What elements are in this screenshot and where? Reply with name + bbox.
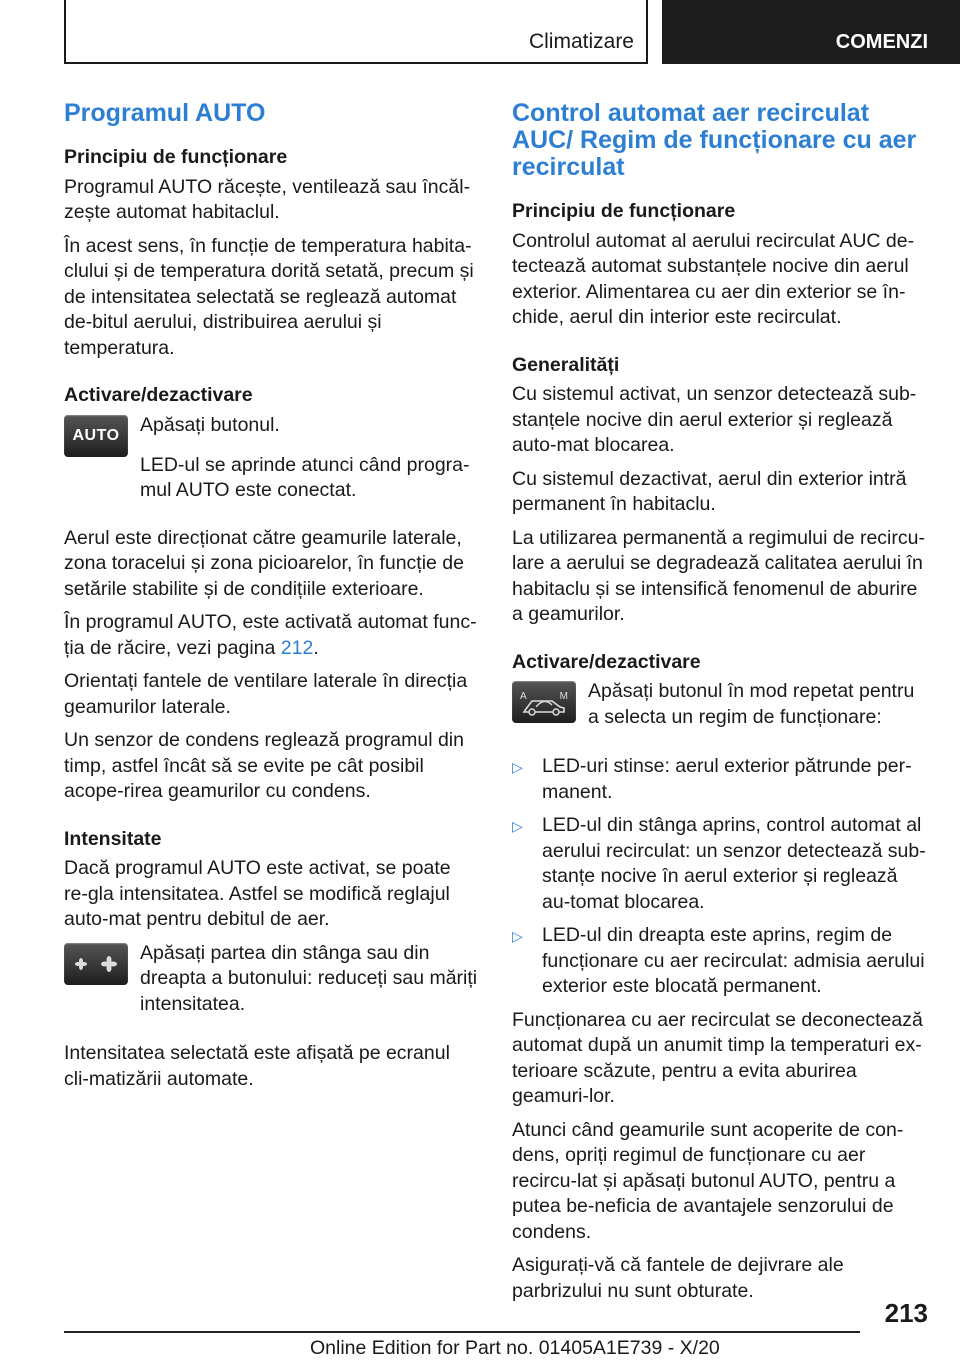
subheading-activation: Activare/dezactivare <box>512 650 701 673</box>
list-item: ▷ LED-ul din stânga aprins, control automat al aerului recirculat: un senzor detectează sub-stanțe nocive în aerul exterior și reglează au-tomat blocarea. <box>512 814 926 913</box>
header-title-box <box>64 0 648 64</box>
paragraph: Cu sistemul dezactivat, aerul din exterior intră permanent în habitaclu. <box>512 467 907 515</box>
page-reference-link[interactable]: 212 <box>280 636 314 659</box>
right-column <box>512 100 926 1312</box>
header-section-box <box>662 0 960 64</box>
subheading-principle: Principiu de funcționare <box>512 200 736 222</box>
auto-instruction-text <box>140 413 280 447</box>
paragraph: LED-ul se aprinde atunci când progra-mul AUTO este conectat. <box>140 453 470 501</box>
subheading-intensity: Intensitate <box>64 827 162 850</box>
paragraph: La utilizarea permanentă a regimului de recircu-lare a aerului se degradează calitatea aerului în habitaclu și se intensifică fenomenul de aburire a geamurilor. <box>512 526 925 625</box>
auto-instruction <box>64 413 478 457</box>
chapter-title: Climatizare <box>528 30 634 53</box>
paragraph: În acest sens, în funcție de temperatura habita-clului și de temperatura dorită setată, precum și de intensitatea selectată se reglează automat de-bitul aerului, distribuirea aerului și temperatura. <box>64 234 474 359</box>
page-number: 213 <box>884 1298 928 1328</box>
car-recirculation-icon <box>512 681 576 723</box>
led-label-left: A <box>520 691 527 702</box>
paragraph: Atunci când geamurile sunt acoperite de con-dens, opriți regimul de funcționare cu aer recircu-lat și apăsați butonul AUTO, pentru a putea be-neficia de avantajele senzorului de condens. <box>512 1118 904 1243</box>
paragraph: Intensitatea selectată este afișată pe ecranul cli-matizării automate. <box>64 1042 450 1090</box>
paragraph: Funcționarea cu aer recirculat se deconectează automat după un anumit timp la temperaturi ex-terioare scăzute, pentru a evita aburirea geamuri-lor. <box>512 1008 923 1107</box>
triangle-bullet-icon: ▷ <box>512 759 523 775</box>
list-item: ▷ LED-ul din dreapta este aprins, regim de funcționare cu aer recirculat: admisia aerului exterior este blocată permanent. <box>512 924 925 997</box>
auto-button-icon <box>64 415 128 457</box>
triangle-bullet-icon: ▷ <box>512 818 523 834</box>
recirculation-button-icon <box>512 681 576 723</box>
paragraph: Dacă programul AUTO este activat, se poate re-gla intensitatea. Astfel se modifică reglajul auto-mat pentru debitul de aer. <box>64 857 451 930</box>
heading-auc: Control automat aer recirculat AUC/ Regim de funcționare cu aer recirculat <box>512 99 917 181</box>
paragraph: Apăsați partea din stânga sau din dreapta a butonului: reduceți sau măriți intensitatea. <box>140 941 478 1015</box>
paragraph: Un senzor de condens reglează programul din timp, astfel încât să se evite pe cât posibil acope-rirea geamurilor cu condens. <box>64 729 464 802</box>
led-label-right: M <box>559 691 568 702</box>
heading-auto-program: Programul AUTO <box>64 99 266 127</box>
paragraph: Aerul este direcționat către geamurile laterale, zona toracelui și zona picioarelor, în funcție de setările stabilite și de condițiile exterioare. <box>64 526 464 600</box>
fan-small-icon <box>74 957 88 971</box>
intensity-instruction <box>64 941 478 1026</box>
recirculation-instruction <box>512 679 926 738</box>
footer-text: Online Edition for Part no. 01405A1E739 - X/20 <box>310 1337 720 1359</box>
left-column <box>64 100 478 1100</box>
paragraph: Orientați fantele de ventilare laterale în direcția geamurilor laterale. <box>64 670 468 718</box>
auto-button-label: AUTO <box>72 426 120 444</box>
subheading-general: Generalități <box>512 353 620 376</box>
subheading-activation: Activare/dezactivare <box>64 384 253 406</box>
list-item: ▷ LED-uri stinse: aerul exterior pătrunde per-manent. <box>512 755 912 803</box>
fan-large-icon <box>100 955 118 973</box>
paragraph: Controlul automat al aerului recirculat AUC de-tectează automat substanțele nocive din aerul exterior. Alimentarea cu aer din exterior se în-chide, aerul din interior este recirculat. <box>512 229 915 328</box>
section-title: COMENZI <box>835 31 928 53</box>
paragraph: Apăsați butonul în mod repetat pentru a selecta un regim de funcționare: <box>588 680 915 728</box>
paragraph-with-link: În programul AUTO, este activată automat func-ția de răcire, vezi pagina 212. <box>64 611 477 659</box>
paragraph: Apăsați butonul. <box>140 413 280 436</box>
mode-list <box>512 754 926 1000</box>
fan-intensity-button-icon <box>64 943 128 985</box>
footer-divider <box>64 1331 860 1333</box>
subheading-principle: Principiu de funcționare <box>64 146 288 168</box>
paragraph: Programul AUTO răcește, ventilează sau încăl-zește automat habitaclul. <box>64 175 471 223</box>
paragraph: Asigurați-vă că fantele de dejivrare ale parbrizului nu sunt obturate. <box>512 1254 844 1302</box>
paragraph: Cu sistemul activat, un senzor detectează sub-stanțele nocive din aerul exterior și reglează auto-mat blocarea. <box>512 383 917 456</box>
triangle-bullet-icon: ▷ <box>512 928 523 944</box>
